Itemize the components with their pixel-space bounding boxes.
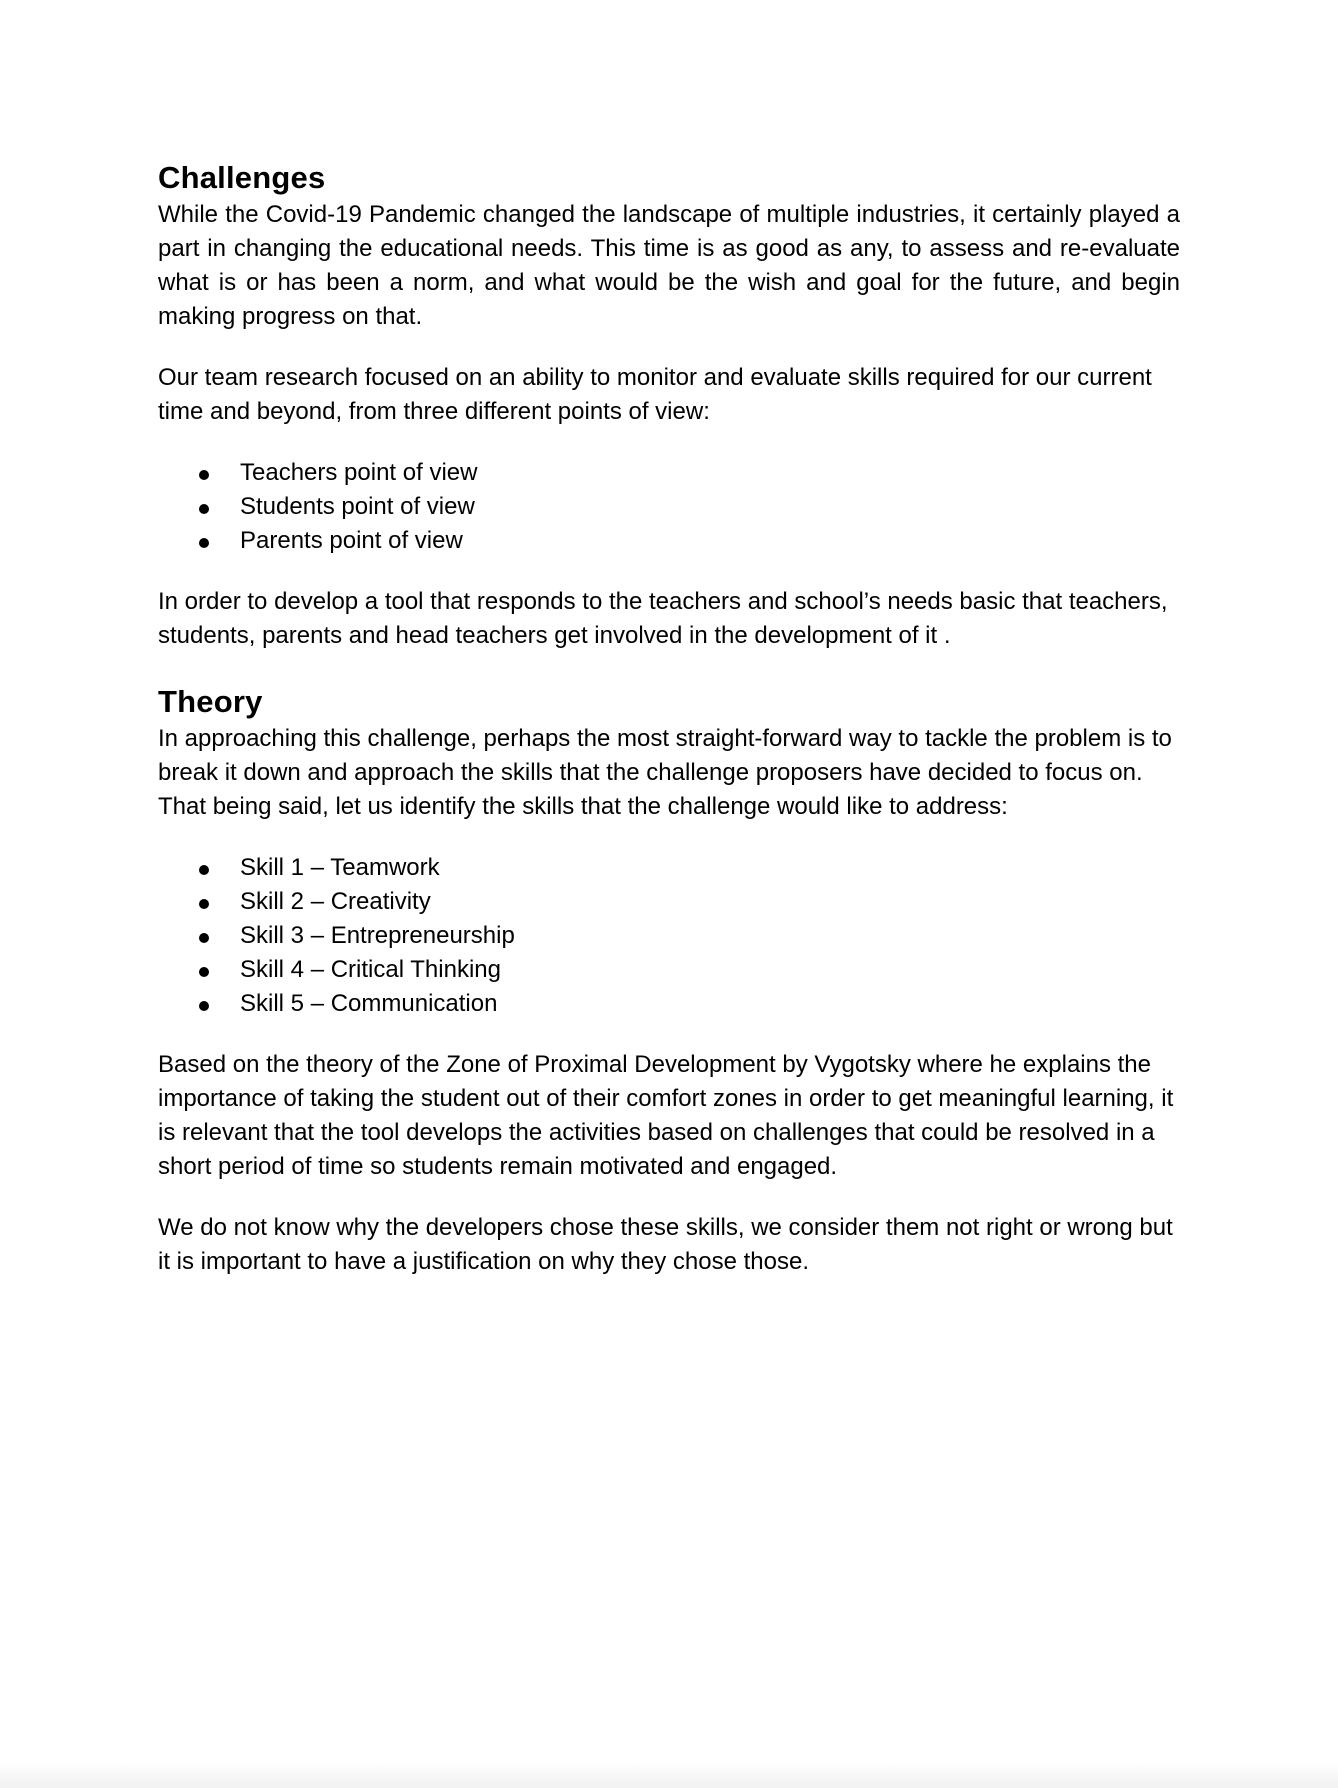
list-item — [158, 919, 1180, 953]
bullet-icon — [199, 470, 209, 480]
bullet-icon — [199, 865, 209, 875]
theory-paragraph-2: Based on the theory of the Zone of Proximal Development by Vygotsky where he explains the importance of taking the student out of their comfort zones in order to get meaningful learning, it is relevant that the tool develops the activities based on challenges that could be resolved in a short period of time so students remain motivated and engaged. — [158, 1051, 1174, 1180]
section-heading-theory: Theory — [158, 684, 263, 719]
list-item — [158, 987, 1180, 1021]
list-item — [158, 490, 1180, 524]
challenges-paragraph-2: Our team research focused on an ability to monitor and evaluate skills required for our current time and beyond, from three different points of view: — [158, 364, 1152, 425]
list-item — [158, 953, 1180, 987]
bullet-icon — [199, 504, 209, 514]
bullet-icon — [199, 933, 209, 943]
list-item-text: Parents point of view — [240, 527, 463, 554]
theory-paragraph-1: In approaching this challenge, perhaps the most straight-forward way to tackle the problem is to break it down and approach the skills that the challenge proposers have decided to focus on. That being said, let us identify the skills that the challenge would like to address: — [158, 725, 1172, 820]
page-bottom-shadow — [0, 1762, 1338, 1788]
bullet-icon — [199, 538, 209, 548]
skills-list — [158, 851, 1180, 1021]
list-item-text: Skill 3 – Entrepreneurship — [240, 922, 515, 949]
list-item — [158, 885, 1180, 919]
list-item-text: Skill 2 – Creativity — [240, 888, 431, 915]
theory-paragraph-3: We do not know why the developers chose these skills, we consider them not right or wrong but it is important to have a justification on why they chose those. — [158, 1214, 1173, 1275]
bullet-icon — [199, 899, 209, 909]
challenges-closing-paragraph: In order to develop a tool that responds to the teachers and school’s needs basic that teachers, students, parents and head teachers get involved in the development of it . — [158, 588, 1168, 649]
list-item-text: Skill 1 – Teamwork — [240, 854, 440, 881]
list-item — [158, 851, 1180, 885]
list-item — [158, 456, 1180, 490]
section-heading-challenges: Challenges — [158, 160, 326, 195]
points-of-view-list — [158, 456, 1180, 558]
list-item-text: Skill 4 – Critical Thinking — [240, 956, 501, 983]
list-item-text: Teachers point of view — [240, 459, 478, 486]
document-body — [158, 158, 1180, 1279]
list-item-text: Students point of view — [240, 493, 475, 520]
list-item — [158, 524, 1180, 558]
challenges-paragraph-1: While the Covid-19 Pandemic changed the landscape of multiple industries, it certainly played a part in changing the educational needs. This time is as good as any, to assess and re-evaluate what is or has been a norm, and what would be the wish and goal for the future, and begin making progress on that. — [158, 201, 1180, 330]
bullet-icon — [199, 1001, 209, 1011]
list-item-text: Skill 5 – Communication — [240, 990, 498, 1017]
bullet-icon — [199, 967, 209, 977]
